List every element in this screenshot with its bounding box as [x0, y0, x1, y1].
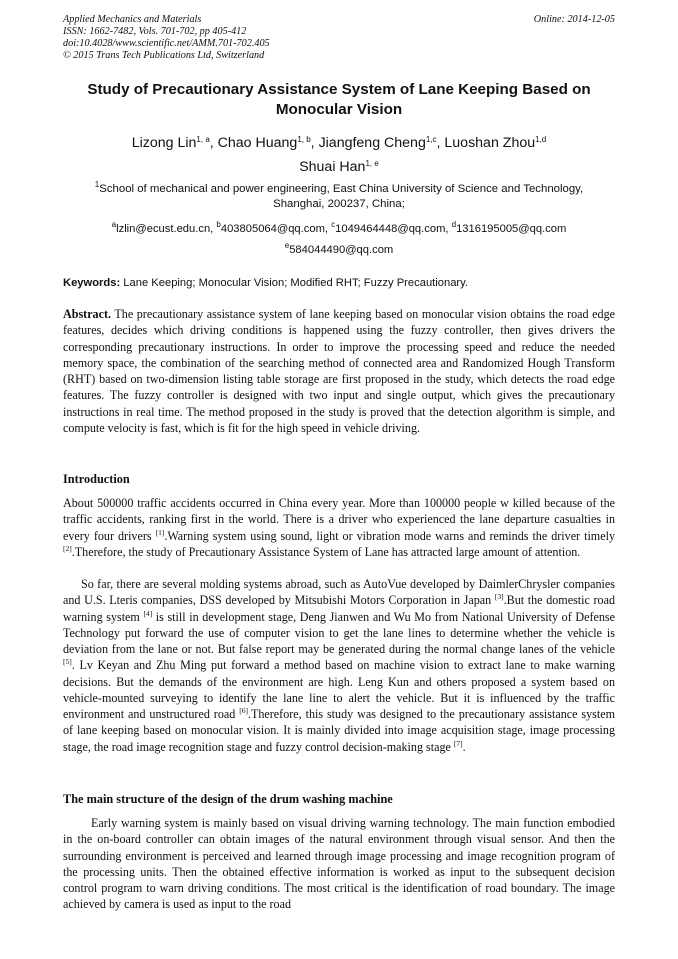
keywords [63, 276, 615, 290]
email-address: 1049464448@qq.com, [335, 223, 452, 235]
email-address: 1316195005@qq.com [456, 223, 567, 235]
email-list: $^a$lzlin@ecust.edu.cn, $^b$403805064@qq.com, $^c$1049464448@qq.com, $^d$1316195005@qq.com $^e$584044490@qq.com [111, 220, 567, 256]
main-structure-paragraph: Early warning system is mainly based on visual driving warning technology. The main function embodied in the on-board controller can obtain images of the natural environment through visual sensor. And then the surrounding environment is perceived and learned through image processing and image recognition program of the processing units. Then the obtained effective information is worked as input to the subsequent decision control program to warn driving conditions. The most critical is the identification of road boundary. The image achieved by camera is used as input to the road [63, 816, 615, 912]
doi-line: doi:10.4028/www.scientific.net/AMM.701-702.405 [63, 38, 270, 49]
affiliation-line-2: Shanghai, 200237, China; [273, 198, 405, 210]
citation: [4] [143, 608, 153, 618]
author-name: Jiangfeng Cheng [318, 135, 426, 151]
author-name: Shuai Han [299, 159, 366, 175]
author-name: Chao Huang [217, 135, 298, 151]
author-sup: 1,c [425, 135, 437, 144]
author-sup: 1, b [297, 135, 311, 144]
citation: [6] [239, 706, 248, 715]
affiliation-sup: 1 [94, 180, 100, 189]
issn-line: ISSN: 1662-7482, Vols. 701-702, pp 405-412 [63, 26, 247, 37]
citation: [3] [494, 592, 504, 602]
abstract-text: The precautionary assistance system of lane keeping based on monocular vision obtains the road edge features, decides which driving conditions is happened using the fuzzy controller, then gives drivers the corresponding precautionary instructions. In order to improve the processing speed and reduce the needed memory space, the combination of the searching method of connected area and Randomized Hough Transform (RHT) based on two-dimension listing table storage are first proposed in the study, which detects the road edge features. The fuzzy controller is designed with two input and single output, which gives the precautionary instructions in real time. The method proposed in the study is proved that the detection algorithm is simple, and compute velocity is fast, which is fit for the high speed in vehicle driving. [63, 307, 615, 435]
author-name: Luoshan Zhou [444, 135, 536, 151]
abstract [63, 306, 615, 436]
online-date: Online: 2014-12-05 [533, 14, 615, 25]
email-address: 584044490@qq.com [289, 244, 394, 256]
abstract-label: Abstract. [63, 307, 112, 321]
title-line-1: Study of Precautionary Assistance System of Lane Keeping Based on [87, 81, 591, 98]
intro-paragraph-2: So far, there are several molding systems abroad, such as AutoVue developed by DaimlerChrysler companies and U.S. Lteris companies, DSS developed by Mitsubishi Motors Corporation in Japan [3].But the domestic road warning system [4] is still in development stage, Deng Jianwen and Wu Mo from National University of Defense Technology put forward the use of computer vision to get the lane lines to determine whether the vehicle is deviation from the lane or not. But false report may be generated during the normal change lanes of the vehicle [5]. Lv Keyan and Zhu Ming put forward a method based on machine vision to extract lane to make warning decisions. But the demands of the environment are high. Leng Kun and others proposed a system based on vehicle-mounted surveying to identify the lane line to alert the vehicle. But it is influenced by the traffic environment and unstructured road [6].Therefore, this study was designed to the precautionary assistance system of lane keeping based on monocular vision. It is mainly divided into image acquisition stage, image processing stage, the road image recognition stage and fuzzy control decision-making stage [7]. [63, 577, 616, 754]
citation: [1] [155, 527, 165, 537]
section-heading-introduction: Introduction [63, 472, 130, 486]
paper-title [60, 80, 618, 120]
journal-name: Applied Mechanics and Materials [63, 14, 202, 25]
citation: [2] [63, 543, 72, 553]
title-line-2: Monocular Vision [275, 101, 403, 118]
email-address: lzlin@ecust.edu.cn, [116, 223, 217, 235]
intro-paragraph-1: About 500000 traffic accidents occurred in China every year. More than 100000 people w killed because of the traffic accidents, ranking first in the world. There is a driver who experienced the lane departure casualties in every four drivers [1].Warning system using sound, light or vibration mode warns and reminds the driver timely [2].Therefore, the study of Precautionary Assistance System of Lane has attracted large amount of attention. [63, 496, 615, 559]
section-heading-main-structure: The main structure of the design of the drum washing machine [63, 792, 393, 806]
copyright-line: © 2015 Trans Tech Publications Ltd, Switzerland [63, 50, 265, 61]
citation: [5] [63, 657, 72, 667]
author-sup: 1, e [365, 159, 379, 168]
author-name: Lizong Lin [131, 135, 197, 151]
keywords-text: Lane Keeping; Monocular Vision; Modified RHT; Fuzzy Precautionary. [120, 277, 469, 289]
keywords-label: Keywords: [63, 277, 121, 289]
author-sup: 1, a [196, 135, 210, 144]
author-list [40, 131, 638, 179]
affiliation [55, 182, 623, 212]
journal-header [63, 14, 615, 62]
author-line-1: Lizong Lin$^{1, a}$, Chao Huang$^{1, b}$, Jiangfeng Cheng$^{1,c}$, Luoshan Zhou$^{1,d}$ [131, 135, 547, 151]
author-sup: 1,d [535, 135, 547, 144]
author-line-2 [40, 155, 638, 179]
email-address: 403805064@qq.com, [220, 223, 332, 235]
affiliation-line-1: School of mechanical and power engineering, East China University of Science and Technology, [99, 183, 584, 195]
citation: [7] [453, 738, 463, 748]
